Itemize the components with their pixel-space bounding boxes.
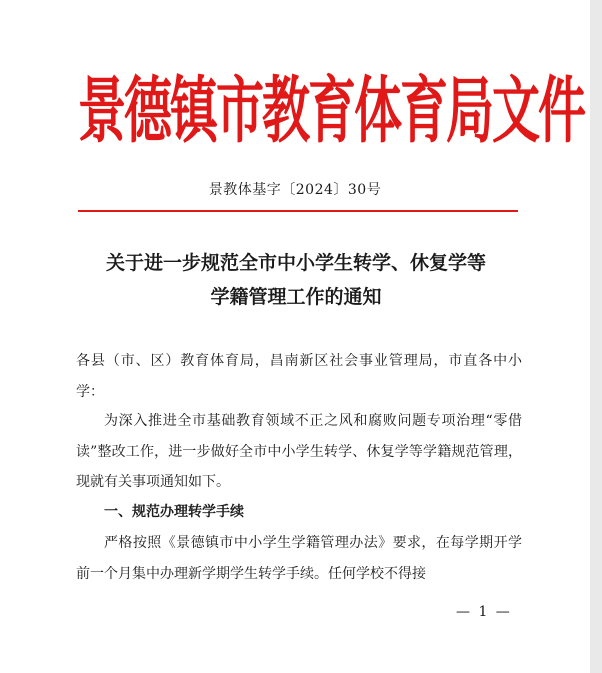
section-heading-1: 一、规范办理转学手续: [104, 504, 244, 520]
viewer-side-strip: [590, 0, 602, 673]
masthead-title: 景德镇市教育体育局文件: [78, 69, 585, 154]
title-line-1: 关于进一步规范全市中小学生转学、休复学等: [105, 252, 486, 274]
notice-title: [70, 246, 522, 314]
title-line-2: 学籍管理工作的通知: [210, 286, 382, 308]
body-paragraph-2: 严格按照《景德镇市中小学生学籍管理办法》要求，在每学期开学前一个月集中办理新学期学生转学手续。任何学校不得接: [76, 535, 522, 582]
body-paragraph-1: 为深入推进全市基础教育领域不正之风和腐败问题专项治理“零借读”整改工作，进一步做好全市中小学生转学、休复学等学籍规范管理，现就有关事项通知如下。: [76, 413, 522, 490]
red-divider: [78, 210, 518, 212]
page-number: — 1 —: [456, 604, 512, 620]
document-number: 景教体基字〔2024〕30号: [208, 182, 382, 198]
salutation: 各县（市、区）教育体育局，昌南新区社会事业管理局，市直各中小学：: [76, 353, 522, 400]
